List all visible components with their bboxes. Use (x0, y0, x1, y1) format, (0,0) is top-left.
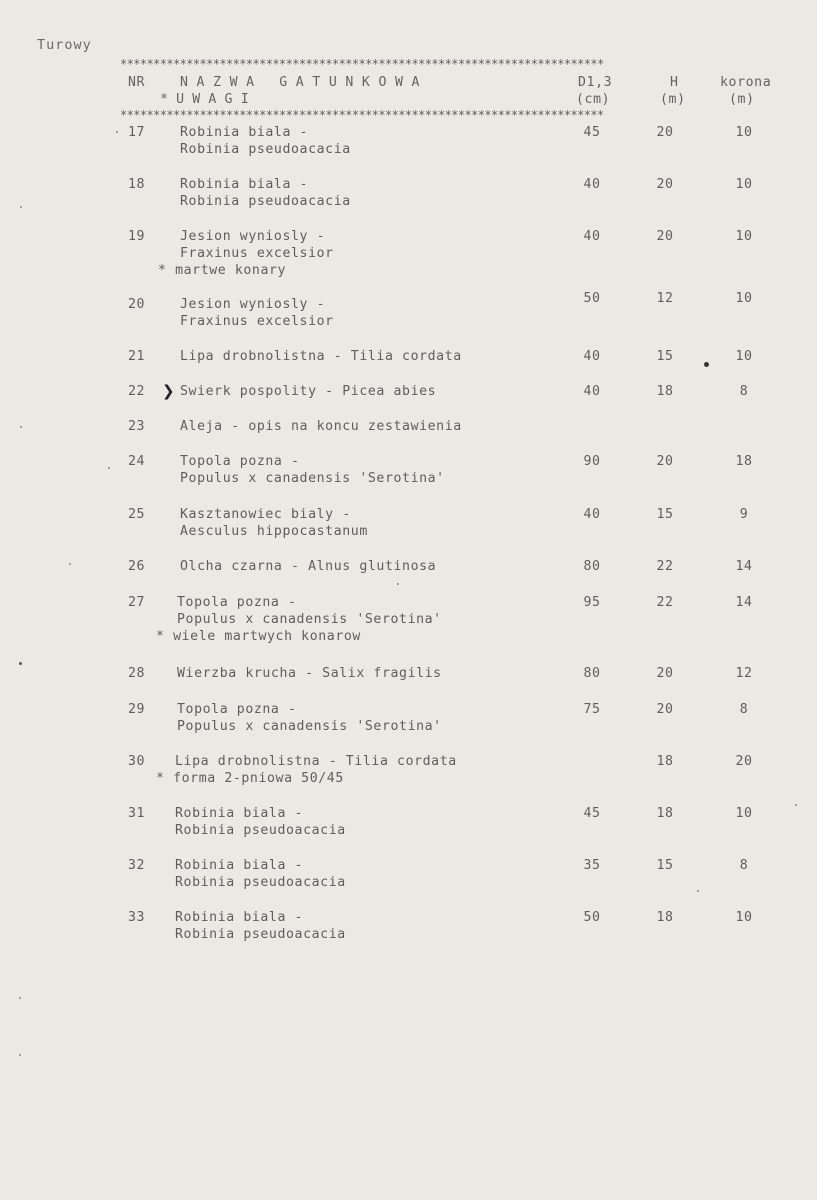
diameter-value: 45 (583, 125, 601, 140)
species-name-polish: Robinia biala - (175, 858, 304, 873)
ink-dot (704, 362, 709, 367)
species-name-polish: Swierk pospolity - Picea abies (180, 384, 437, 399)
crown-value: 14 (735, 559, 753, 574)
height-value: 18 (656, 754, 674, 769)
diameter-value: 40 (583, 384, 601, 399)
height-value: 20 (656, 454, 674, 469)
species-name (175, 909, 346, 943)
crown-value: 10 (735, 177, 753, 192)
row-number: 30 (128, 754, 146, 769)
height-value: 18 (656, 384, 674, 399)
column-header-nr: NR (128, 75, 146, 90)
species-name-polish: Lipa drobnolistna - Tilia cordata (175, 754, 457, 769)
species-name (180, 453, 445, 487)
species-name-polish: Robinia biala - (180, 177, 309, 192)
species-name-latin: Aesculus hippocastanum (180, 524, 368, 539)
crown-value: 10 (735, 125, 753, 140)
scan-speck (795, 804, 797, 806)
height-value: 22 (656, 559, 674, 574)
species-name-polish: Aleja - opis na koncu zestawienia (180, 419, 462, 434)
row-number: 24 (128, 454, 146, 469)
scan-speck (397, 583, 399, 585)
diameter-value: 95 (583, 595, 601, 610)
species-name (175, 805, 346, 839)
row-number: 28 (128, 666, 146, 681)
diameter-value: 80 (583, 666, 601, 681)
crown-value: 8 (739, 384, 749, 399)
crown-value: 8 (739, 858, 749, 873)
height-value: 12 (656, 291, 674, 306)
separator-top: ************************************************************************* (120, 57, 604, 71)
crown-value: 8 (739, 702, 749, 717)
height-value: 18 (656, 910, 674, 925)
species-name (175, 857, 346, 891)
species-name-polish: Jesion wyniosly - (180, 229, 326, 244)
column-header-height: H (670, 75, 679, 90)
species-name-polish: Robinia biala - (175, 910, 304, 925)
diameter-value: 90 (583, 454, 601, 469)
species-name-polish: Olcha czarna - Alnus glutinosa (180, 559, 437, 574)
location-label: Turowy (37, 37, 92, 53)
separator-bottom: ************************************************************************* (120, 108, 604, 122)
species-name (180, 296, 334, 330)
column-header-diameter: D1,3 (578, 75, 613, 90)
species-name (177, 665, 442, 682)
crown-value: 10 (735, 291, 753, 306)
height-value: 20 (656, 229, 674, 244)
species-name-latin: Robinia pseudoacacia (175, 875, 346, 890)
diameter-value: 80 (583, 559, 601, 574)
height-value: 20 (656, 125, 674, 140)
diameter-value: 40 (583, 507, 601, 522)
species-name-latin: Robinia pseudoacacia (180, 194, 351, 209)
row-number: 33 (128, 910, 146, 925)
column-header-diameter-unit: (cm) (576, 92, 611, 107)
species-name-polish: Robinia biala - (180, 125, 309, 140)
species-name-polish: Topola pozna - (180, 454, 300, 469)
row-number: 21 (128, 349, 146, 364)
crown-value: 10 (735, 910, 753, 925)
remark-note: * martwe konary (158, 263, 287, 278)
row-number: 31 (128, 806, 146, 821)
row-number: 26 (128, 559, 146, 574)
height-value: 15 (656, 858, 674, 873)
row-number: 25 (128, 507, 146, 522)
crown-value: 20 (735, 754, 753, 769)
species-name (180, 506, 368, 540)
diameter-value: 50 (583, 291, 601, 306)
crown-value: 10 (735, 806, 753, 821)
crown-value: 10 (735, 349, 753, 364)
species-name-polish: Jesion wyniosly - (180, 297, 326, 312)
species-name-polish: Robinia biala - (175, 806, 304, 821)
row-number: 32 (128, 858, 146, 873)
species-name-polish: Kasztanowiec bialy - (180, 507, 351, 522)
species-name-latin: Robinia pseudoacacia (180, 142, 351, 157)
crown-value: 18 (735, 454, 753, 469)
arrow-marker-icon: ❯ (162, 382, 176, 400)
height-value: 22 (656, 595, 674, 610)
height-value: 15 (656, 507, 674, 522)
diameter-value: 40 (583, 349, 601, 364)
species-name (180, 418, 462, 435)
row-number: 22 (128, 384, 146, 399)
species-name (177, 701, 442, 735)
column-header-height-unit: (m) (660, 92, 686, 107)
row-number: 18 (128, 177, 146, 192)
species-name (180, 176, 351, 210)
species-name-polish: Topola pozna - (177, 595, 297, 610)
scan-speck (108, 467, 110, 469)
species-name (180, 558, 436, 575)
species-name-polish: Topola pozna - (177, 702, 297, 717)
crown-value: 10 (735, 229, 753, 244)
crown-value: 9 (739, 507, 749, 522)
species-name-latin: Fraxinus excelsior (180, 246, 334, 261)
row-number: 19 (128, 229, 146, 244)
species-name (180, 348, 462, 365)
crown-value: 14 (735, 595, 753, 610)
column-header-notes: *UWAGI (160, 92, 257, 107)
scan-speck (69, 563, 71, 565)
species-name (175, 753, 457, 770)
row-number: 23 (128, 419, 146, 434)
species-name (177, 594, 442, 628)
scan-speck (116, 131, 118, 133)
diameter-value: 35 (583, 858, 601, 873)
species-name-latin: Robinia pseudoacacia (175, 823, 346, 838)
height-value: 15 (656, 349, 674, 364)
height-value: 18 (656, 806, 674, 821)
diameter-value: 75 (583, 702, 601, 717)
column-header-crown-unit: (m) (729, 92, 755, 107)
species-name-latin: Robinia pseudoacacia (175, 927, 346, 942)
column-header-crown: korona (720, 75, 772, 90)
species-name (180, 228, 334, 262)
scan-speck (20, 206, 22, 208)
species-name (180, 383, 436, 400)
species-name-polish: Wierzba krucha - Salix fragilis (177, 666, 442, 681)
height-value: 20 (656, 666, 674, 681)
remark-note: * wiele martwych konarow (156, 629, 361, 644)
species-name-polish: Lipa drobnolistna - Tilia cordata (180, 349, 462, 364)
scan-speck (19, 662, 22, 665)
remark-note: * forma 2-pniowa 50/45 (156, 771, 344, 786)
row-number: 20 (128, 297, 146, 312)
species-name-latin: Populus x canadensis 'Serotina' (177, 612, 442, 627)
species-name-latin: Populus x canadensis 'Serotina' (177, 719, 442, 734)
species-name-latin: Populus x canadensis 'Serotina' (180, 471, 445, 486)
diameter-value: 40 (583, 229, 601, 244)
diameter-value: 45 (583, 806, 601, 821)
height-value: 20 (656, 702, 674, 717)
diameter-value: 50 (583, 910, 601, 925)
species-name-latin: Fraxinus excelsior (180, 314, 334, 329)
scan-speck (19, 1054, 21, 1056)
scan-speck (20, 426, 22, 428)
diameter-value: 40 (583, 177, 601, 192)
height-value: 20 (656, 177, 674, 192)
row-number: 27 (128, 595, 146, 610)
scan-speck (19, 997, 21, 999)
row-number: 17 (128, 125, 146, 140)
scan-speck (697, 890, 699, 892)
column-header-name: NAZWA GATUNKOWA (180, 75, 429, 90)
crown-value: 12 (735, 666, 753, 681)
species-name (180, 124, 351, 158)
row-number: 29 (128, 702, 146, 717)
